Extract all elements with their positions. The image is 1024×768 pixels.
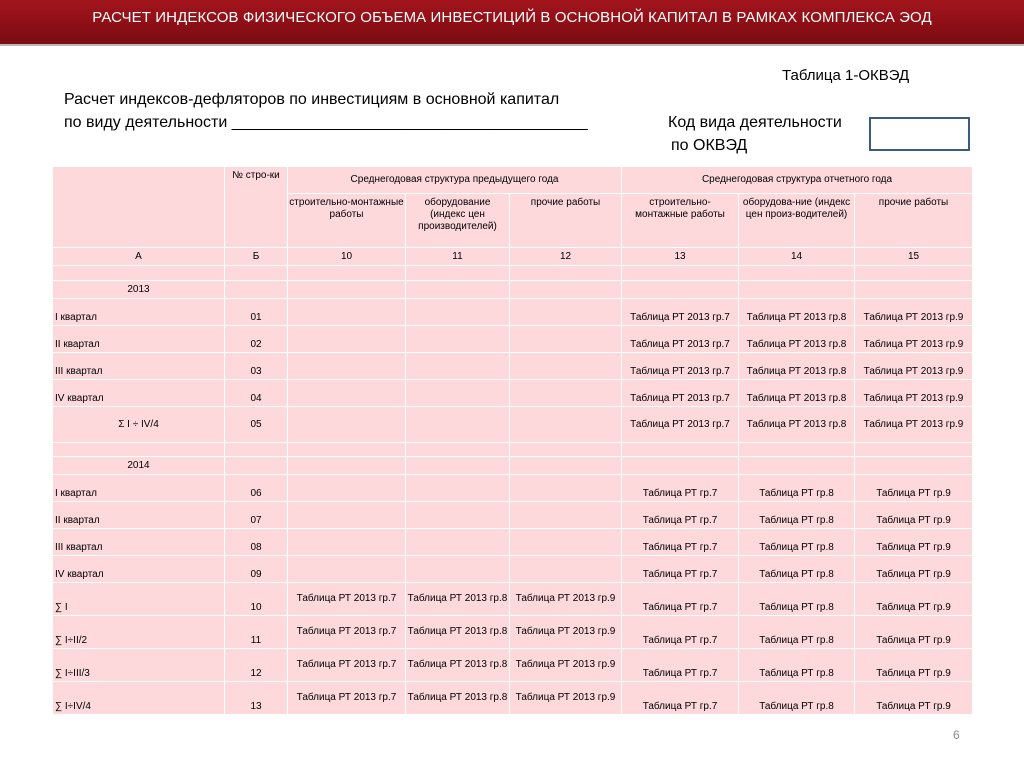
cell-c10: Таблица РТ 2013 гр.7: [288, 583, 406, 616]
slide-title: РАСЧЕТ ИНДЕКСОВ ФИЗИЧЕСКОГО ОБЪЕМА ИНВЕСТИЦИЙ В ОСНОВНОЙ КАПИТАЛ В РАМКАХ КОМПЛЕКСА ЭОД: [92, 9, 932, 26]
empty-cell: [510, 353, 622, 380]
cell-c10: Таблица РТ 2013 гр.7: [288, 649, 406, 682]
subtitle-line-2: по виду деятельности ________________________________________: [64, 114, 588, 131]
empty-cell: [855, 281, 973, 299]
cell-c15: Таблица РТ гр.9: [855, 529, 973, 556]
empty-cell: [510, 266, 622, 281]
cell-c14: Таблица РТ гр.8: [739, 583, 855, 616]
cell-c13: Таблица РТ гр.7: [622, 529, 739, 556]
cell-c13: Таблица РТ 2013 гр.7: [622, 353, 739, 380]
subtitle: [64, 88, 588, 134]
empty-cell: [288, 475, 406, 502]
empty-cell: [406, 407, 510, 443]
cell-c15: Таблица РТ 2013 гр.9: [855, 326, 973, 353]
row-label: I квартал: [53, 475, 225, 502]
empty-cell: [406, 266, 510, 281]
empty-cell: [855, 266, 973, 281]
row-label: II квартал: [53, 326, 225, 353]
empty-cell: [406, 443, 510, 457]
table-row: [53, 682, 973, 715]
row-label: ∑ I÷IV/4: [53, 682, 225, 715]
empty-cell: [406, 299, 510, 326]
table-row: [53, 583, 973, 616]
empty-cell: [510, 443, 622, 457]
cell-c10: Таблица РТ 2013 гр.7: [288, 616, 406, 649]
header-curr-other: прочие работы: [855, 194, 973, 248]
cell-c11: Таблица РТ 2013 гр.8: [406, 616, 510, 649]
empty-cell: [288, 380, 406, 407]
empty-cell: [288, 299, 406, 326]
row-label: ∑ I: [53, 583, 225, 616]
cell-c15: Таблица РТ гр.9: [855, 502, 973, 529]
empty-cell: [510, 457, 622, 475]
empty-cell: [225, 443, 288, 457]
table-row: [53, 475, 973, 502]
cell-c15: Таблица РТ гр.9: [855, 583, 973, 616]
empty-cell: [406, 380, 510, 407]
empty-cell: [510, 556, 622, 583]
cell-c11: Таблица РТ 2013 гр.8: [406, 649, 510, 682]
empty-cell: [855, 443, 973, 457]
table-row: [53, 529, 973, 556]
row-number: 11: [225, 616, 288, 649]
empty-cell: [510, 281, 622, 299]
cell-c14: Таблица РТ гр.8: [739, 529, 855, 556]
empty-cell: [225, 457, 288, 475]
cell-c14: Таблица РТ 2013 гр.8: [739, 407, 855, 443]
row-number: 10: [225, 583, 288, 616]
empty-cell: [288, 266, 406, 281]
cell-c15: Таблица РТ 2013 гр.9: [855, 299, 973, 326]
header-row-number: № стро-ки: [225, 167, 288, 248]
cell-c12: Таблица РТ 2013 гр.9: [510, 583, 622, 616]
table-row: [53, 502, 973, 529]
column-code: 11: [406, 248, 510, 266]
empty-cell: [739, 443, 855, 457]
table-row: [53, 353, 973, 380]
cell-c15: Таблица РТ гр.9: [855, 649, 973, 682]
cell-c15: Таблица РТ 2013 гр.9: [855, 380, 973, 407]
header-curr-equipment: оборудова-ние (индекс цен произ-водителей): [739, 194, 855, 248]
row-number: 01: [225, 299, 288, 326]
row-number: 13: [225, 682, 288, 715]
cell-c14: Таблица РТ гр.8: [739, 616, 855, 649]
cell-c14: Таблица РТ гр.8: [739, 475, 855, 502]
column-code: 13: [622, 248, 739, 266]
okved-code-label: [668, 111, 842, 157]
empty-cell: [406, 475, 510, 502]
row-number: 03: [225, 353, 288, 380]
cell-c15: Таблица РТ гр.9: [855, 475, 973, 502]
cell-c13: Таблица РТ 2013 гр.7: [622, 380, 739, 407]
year-label: 2014: [53, 457, 225, 475]
empty-cell: [510, 529, 622, 556]
okved-code-label-line-1: Код вида деятельности: [668, 114, 842, 131]
year-label: 2013: [53, 281, 225, 299]
empty-cell: [510, 407, 622, 443]
empty-cell: [510, 475, 622, 502]
row-label: ∑ I÷II/2: [53, 616, 225, 649]
empty-cell: [288, 556, 406, 583]
row-number: 02: [225, 326, 288, 353]
empty-cell: [510, 326, 622, 353]
table-number: Таблица 1-ОКВЭД: [782, 67, 910, 84]
table-row: [53, 299, 973, 326]
empty-cell: [622, 266, 739, 281]
cell-c14: Таблица РТ 2013 гр.8: [739, 326, 855, 353]
cell-c12: Таблица РТ 2013 гр.9: [510, 616, 622, 649]
empty-cell: [406, 281, 510, 299]
column-code: А: [53, 248, 225, 266]
empty-cell: [855, 457, 973, 475]
row-number: 05: [225, 407, 288, 443]
cell-c13: Таблица РТ гр.7: [622, 682, 739, 715]
column-code: Б: [225, 248, 288, 266]
table-row: [53, 649, 973, 682]
header-prev-other: прочие работы: [510, 194, 622, 248]
empty-cell: [622, 443, 739, 457]
empty-cell: [288, 457, 406, 475]
header-prev-construction: строительно-монтажные работы: [288, 194, 406, 248]
row-label: III квартал: [53, 529, 225, 556]
subtitle-line-1: Расчет индексов-дефляторов по инвестициям в основной капитал: [64, 91, 560, 108]
cell-c13: Таблица РТ гр.7: [622, 583, 739, 616]
table-row: [53, 380, 973, 407]
cell-c13: Таблица РТ 2013 гр.7: [622, 299, 739, 326]
okved-code-label-line-2: по ОКВЭД: [671, 137, 748, 154]
cell-c15: Таблица РТ 2013 гр.9: [855, 407, 973, 443]
empty-cell: [406, 556, 510, 583]
row-number: 09: [225, 556, 288, 583]
cell-c13: Таблица РТ гр.7: [622, 475, 739, 502]
empty-cell: [225, 281, 288, 299]
column-code: 10: [288, 248, 406, 266]
table-row: [53, 326, 973, 353]
cell-c13: Таблица РТ 2013 гр.7: [622, 407, 739, 443]
column-code: 14: [739, 248, 855, 266]
header-prev-equipment: оборудование (индекс цен производителей): [406, 194, 510, 248]
cell-c15: Таблица РТ гр.9: [855, 556, 973, 583]
empty-cell: [53, 443, 225, 457]
cell-c13: Таблица РТ гр.7: [622, 649, 739, 682]
row-number: 04: [225, 380, 288, 407]
row-number: 08: [225, 529, 288, 556]
empty-cell: [288, 502, 406, 529]
empty-cell: [510, 380, 622, 407]
cell-c11: Таблица РТ 2013 гр.8: [406, 583, 510, 616]
header-row-1: [53, 167, 973, 194]
empty-cell: [288, 529, 406, 556]
empty-cell: [406, 457, 510, 475]
header-group-current-year: Среднегодовая структура отчетного года: [622, 167, 973, 194]
column-codes-row: [53, 248, 973, 266]
table-row: [53, 407, 973, 443]
cell-c10: Таблица РТ 2013 гр.7: [288, 682, 406, 715]
row-label: IV квартал: [53, 556, 225, 583]
row-label: II квартал: [53, 502, 225, 529]
cell-c15: Таблица РТ гр.9: [855, 616, 973, 649]
cell-c14: Таблица РТ гр.8: [739, 649, 855, 682]
cell-c14: Таблица РТ гр.8: [739, 556, 855, 583]
table-row: [53, 556, 973, 583]
cell-c14: Таблица РТ 2013 гр.8: [739, 380, 855, 407]
cell-c14: Таблица РТ гр.8: [739, 502, 855, 529]
empty-cell: [288, 443, 406, 457]
empty-cell: [739, 281, 855, 299]
spacer-row: [53, 443, 973, 457]
empty-cell: [510, 299, 622, 326]
empty-cell: [53, 266, 225, 281]
empty-cell: [406, 326, 510, 353]
cell-c11: Таблица РТ 2013 гр.8: [406, 682, 510, 715]
cell-c15: Таблица РТ 2013 гр.9: [855, 353, 973, 380]
row-label: III квартал: [53, 353, 225, 380]
spacer-row: [53, 266, 973, 281]
empty-cell: [739, 266, 855, 281]
deflator-table: [52, 166, 973, 715]
header-group-prev-year: Среднегодовая структура предыдущего года: [288, 167, 622, 194]
slide-header: [0, 0, 1024, 46]
row-label: ∑ I÷III/3: [53, 649, 225, 682]
empty-cell: [288, 407, 406, 443]
column-code: 15: [855, 248, 973, 266]
empty-cell: [288, 326, 406, 353]
cell-c14: Таблица РТ 2013 гр.8: [739, 299, 855, 326]
page-number: 6: [953, 728, 960, 742]
okved-code-input[interactable]: [869, 117, 970, 151]
row-number: 06: [225, 475, 288, 502]
cell-c13: Таблица РТ гр.7: [622, 556, 739, 583]
row-label: I квартал: [53, 299, 225, 326]
cell-c13: Таблица РТ гр.7: [622, 616, 739, 649]
cell-c14: Таблица РТ 2013 гр.8: [739, 353, 855, 380]
row-number: 07: [225, 502, 288, 529]
cell-c14: Таблица РТ гр.8: [739, 682, 855, 715]
cell-c15: Таблица РТ гр.9: [855, 682, 973, 715]
empty-cell: [622, 457, 739, 475]
cell-c12: Таблица РТ 2013 гр.9: [510, 682, 622, 715]
empty-cell: [406, 529, 510, 556]
header-label-empty: [53, 167, 225, 248]
column-code: 12: [510, 248, 622, 266]
empty-cell: [288, 353, 406, 380]
year-row: [53, 281, 973, 299]
row-label: Σ I ÷ IV/4: [53, 407, 225, 443]
empty-cell: [406, 502, 510, 529]
table-row: [53, 616, 973, 649]
cell-c13: Таблица РТ 2013 гр.7: [622, 326, 739, 353]
empty-cell: [288, 281, 406, 299]
year-row: [53, 457, 973, 475]
row-label: IV квартал: [53, 380, 225, 407]
cell-c12: Таблица РТ 2013 гр.9: [510, 649, 622, 682]
empty-cell: [225, 266, 288, 281]
empty-cell: [739, 457, 855, 475]
header-curr-construction: строительно-монтажные работы: [622, 194, 739, 248]
empty-cell: [510, 502, 622, 529]
cell-c13: Таблица РТ гр.7: [622, 502, 739, 529]
empty-cell: [622, 281, 739, 299]
empty-cell: [406, 353, 510, 380]
row-number: 12: [225, 649, 288, 682]
